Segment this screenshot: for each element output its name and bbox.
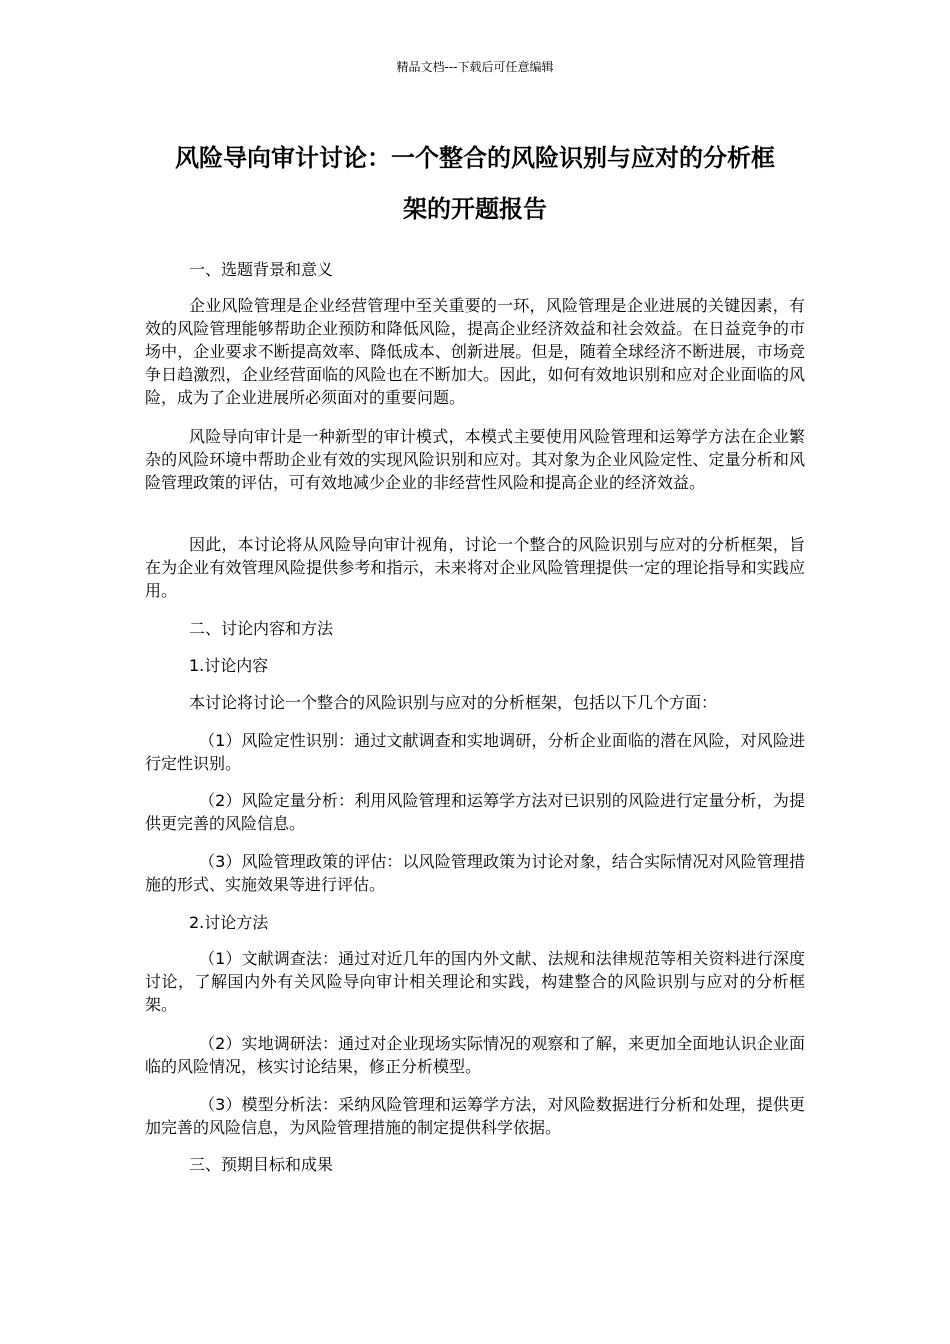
content-item-1: （1）风险定性识别：通过文献调查和实地调研，分析企业面临的潜在风险，对风险进行定性识别。 (145, 731, 805, 773)
paragraph-background-3: 因此，本讨论将从风险导向审计视角，讨论一个整合的风险识别与应对的分析框架，旨在为企业有效管理风险提供参考和指示，未来将对企业风险管理提供一定的理论指导和实践应用。 (145, 535, 805, 600)
title-line-1: 风险导向审计讨论：一个整合的风险识别与应对的分析框 (175, 144, 775, 172)
subheading-content: 1.讨论内容 (189, 656, 269, 675)
method-item-3: （3）模型分析法：采纳风险管理和运筹学方法，对风险数据进行分析和处理，提供更加完善的风险信息，为风险管理措施的制定提供科学依据。 (145, 1095, 805, 1137)
title-line-2: 架的开题报告 (403, 195, 547, 223)
paragraph-content-intro: 本讨论将讨论一个整合的风险识别与应对的分析框架，包括以下几个方面： (189, 693, 718, 712)
content-item-3: （3）风险管理政策的评估：以风险管理政策为讨论对象，结合实际情况对风险管理措施的形式、实施效果等进行评估。 (145, 852, 805, 894)
section-heading-1: 一、选题背景和意义 (189, 260, 334, 279)
method-item-2: （2）实地调研法：通过对企业现场实际情况的观察和了解，来更加全面地认识企业面临的风险情况，核实讨论结果，修正分析模型。 (145, 1034, 805, 1076)
subheading-methods: 2.讨论方法 (189, 913, 269, 932)
method-item-1: （1）文献调查法：通过对近几年的国内外文献、法规和法律规范等相关资料进行深度讨论，了解国内外有关风险导向审计相关理论和实践，构建整合的风险识别与应对的分析框架。 (145, 949, 805, 1014)
page-header: 精品文档---下载后可任意编辑 (396, 60, 554, 74)
section-heading-3: 三、预期目标和成果 (189, 1155, 334, 1174)
section-heading-2: 二、讨论内容和方法 (189, 619, 334, 638)
paragraph-background-1: 企业风险管理是企业经营管理中至关重要的一环，风险管理是企业进展的关键因素，有效的风险管理能够帮助企业预防和降低风险，提高企业经济效益和社会效益。在日益竞争的市场中，企业要求不断提高效率、降低成本、创新进展。但是，随着全球经济不断进展，市场竞争日趋激烈，企业经营面临的风险也在不断加大。因此，如何有效地识别和应对企业面临的风险，成为了企业进展所必须面对的重要问题。 (145, 296, 805, 407)
paragraph-background-2: 风险导向审计是一种新型的审计模式，本模式主要使用风险管理和运筹学方法在企业繁杂的风险环境中帮助企业有效的实现风险识别和应对。其对象为企业风险定性、定量分析和风险管理政策的评估，可有效地减少企业的非经营性风险和提高企业的经济效益。 (145, 427, 805, 492)
content-item-2: （2）风险定量分析：利用风险管理和运筹学方法对已识别的风险进行定量分析，为提供更完善的风险信息。 (145, 791, 805, 833)
